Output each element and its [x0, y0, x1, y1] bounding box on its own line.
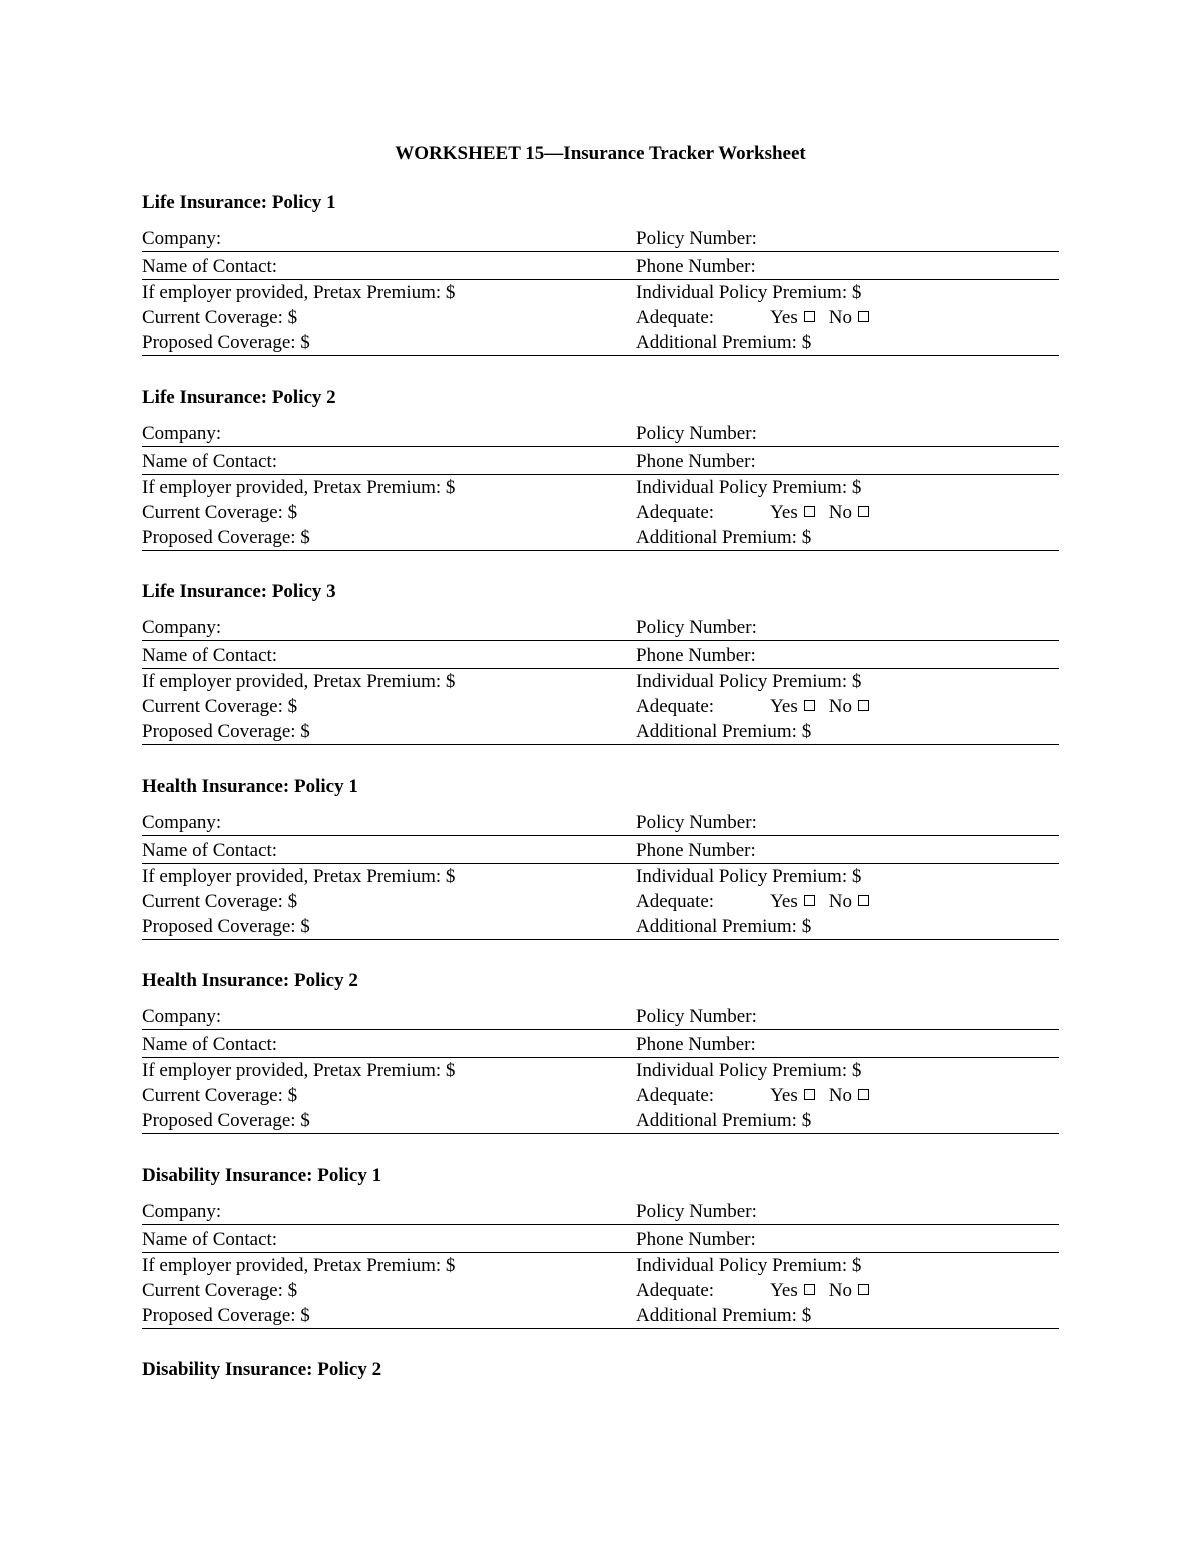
contact-field[interactable]: Name of Contact: [142, 645, 278, 666]
phone-field[interactable]: Phone Number: [636, 839, 756, 861]
pretax-premium-field[interactable]: If employer provided, Pretax Premium: $ [142, 476, 456, 498]
adequate-field [636, 305, 1059, 330]
company-row [142, 1199, 1059, 1225]
individual-premium-field[interactable]: Individual Policy Premium: $ [636, 1060, 862, 1081]
additional-premium-field[interactable]: Additional Premium: $ [636, 721, 812, 742]
proposed-row [142, 719, 1059, 745]
yes-label: Yes [770, 1279, 798, 1301]
section-life-3 [142, 579, 1059, 774]
policy-number-field[interactable]: Policy Number: [636, 617, 757, 638]
company-field[interactable]: Company: [142, 228, 222, 249]
yes-label: Yes [770, 696, 798, 717]
proposed-coverage-field[interactable]: Proposed Coverage: $ [142, 1304, 310, 1326]
company-row [142, 226, 1059, 252]
proposed-row [142, 1108, 1059, 1134]
worksheet-page [142, 140, 1059, 1393]
individual-premium-field[interactable]: Individual Policy Premium: $ [636, 476, 862, 498]
coverage-row [142, 305, 1059, 330]
section-life-2 [142, 385, 1059, 580]
premium-row [142, 669, 1059, 694]
section-life-1 [142, 190, 1059, 385]
coverage-row [142, 1278, 1059, 1303]
adequate-label: Adequate: [636, 1279, 715, 1301]
no-label: No [828, 307, 852, 328]
current-coverage-field[interactable]: Current Coverage: $ [142, 307, 298, 328]
pretax-premium-field[interactable]: If employer provided, Pretax Premium: $ [142, 865, 456, 887]
contact-row [142, 254, 1059, 280]
individual-premium-field[interactable]: Individual Policy Premium: $ [636, 865, 862, 887]
section-title: Disability Insurance: Policy 1 [142, 1164, 382, 1186]
pretax-premium-field[interactable]: If employer provided, Pretax Premium: $ [142, 282, 456, 303]
additional-premium-field[interactable]: Additional Premium: $ [636, 1110, 812, 1131]
yes-checkbox[interactable] [804, 895, 815, 906]
current-coverage-field[interactable]: Current Coverage: $ [142, 696, 298, 717]
no-label: No [828, 1085, 852, 1106]
policy-number-field[interactable]: Policy Number: [636, 1200, 757, 1222]
premium-row [142, 475, 1059, 500]
company-field[interactable]: Company: [142, 422, 222, 444]
current-coverage-field[interactable]: Current Coverage: $ [142, 1085, 298, 1106]
contact-row [142, 643, 1059, 669]
additional-premium-field[interactable]: Additional Premium: $ [636, 526, 812, 548]
yes-label: Yes [770, 890, 798, 912]
yes-label: Yes [770, 1085, 798, 1106]
section-title: Life Insurance: Policy 3 [142, 581, 336, 602]
no-checkbox[interactable] [858, 506, 869, 517]
contact-field[interactable]: Name of Contact: [142, 450, 278, 472]
no-checkbox[interactable] [858, 1089, 869, 1100]
policy-number-field[interactable]: Policy Number: [636, 228, 757, 249]
policy-number-field[interactable]: Policy Number: [636, 811, 757, 833]
section-health-1 [142, 774, 1059, 969]
adequate-field [636, 889, 1059, 914]
adequate-label: Adequate: [636, 890, 715, 912]
company-field[interactable]: Company: [142, 617, 222, 638]
page-title: WORKSHEET 15—Insurance Tracker Worksheet [395, 143, 806, 164]
section-title: Health Insurance: Policy 2 [142, 970, 358, 991]
phone-field[interactable]: Phone Number: [636, 450, 756, 472]
phone-field[interactable]: Phone Number: [636, 1034, 756, 1055]
no-label: No [828, 696, 852, 717]
phone-field[interactable]: Phone Number: [636, 645, 756, 666]
individual-premium-field[interactable]: Individual Policy Premium: $ [636, 671, 862, 692]
additional-premium-field[interactable]: Additional Premium: $ [636, 1304, 812, 1326]
premium-row [142, 280, 1059, 305]
section-title: Life Insurance: Policy 1 [142, 192, 336, 213]
contact-field[interactable]: Name of Contact: [142, 839, 278, 861]
coverage-row [142, 694, 1059, 719]
proposed-coverage-field[interactable]: Proposed Coverage: $ [142, 1110, 310, 1131]
premium-row [142, 1058, 1059, 1083]
yes-label: Yes [770, 307, 798, 328]
premium-row [142, 864, 1059, 889]
proposed-coverage-field[interactable]: Proposed Coverage: $ [142, 721, 310, 742]
section-title: Health Insurance: Policy 1 [142, 775, 358, 797]
yes-checkbox[interactable] [804, 700, 815, 711]
company-field[interactable]: Company: [142, 1200, 222, 1222]
policy-number-field[interactable]: Policy Number: [636, 1006, 757, 1027]
adequate-label: Adequate: [636, 696, 715, 717]
yes-checkbox[interactable] [804, 1089, 815, 1100]
proposed-coverage-field[interactable]: Proposed Coverage: $ [142, 526, 310, 548]
yes-checkbox[interactable] [804, 506, 815, 517]
company-row [142, 421, 1059, 447]
company-field[interactable]: Company: [142, 811, 222, 833]
additional-premium-field[interactable]: Additional Premium: $ [636, 332, 812, 353]
yes-checkbox[interactable] [804, 1284, 815, 1295]
no-checkbox[interactable] [858, 895, 869, 906]
individual-premium-field[interactable]: Individual Policy Premium: $ [636, 1254, 862, 1276]
adequate-field [636, 694, 1059, 719]
adequate-label: Adequate: [636, 501, 715, 523]
yes-label: Yes [770, 501, 798, 523]
section-title: Life Insurance: Policy 2 [142, 386, 336, 408]
adequate-field [636, 1083, 1059, 1108]
phone-field[interactable]: Phone Number: [636, 1228, 756, 1250]
individual-premium-field[interactable]: Individual Policy Premium: $ [636, 282, 862, 303]
adequate-label: Adequate: [636, 1085, 715, 1106]
coverage-row [142, 500, 1059, 525]
adequate-field [636, 1278, 1059, 1303]
proposed-row [142, 330, 1059, 356]
contact-field[interactable]: Name of Contact: [142, 256, 278, 277]
no-label: No [828, 1279, 852, 1301]
adequate-label: Adequate: [636, 307, 715, 328]
coverage-row [142, 889, 1059, 914]
contact-row [142, 449, 1059, 475]
proposed-row [142, 914, 1059, 940]
company-row [142, 615, 1059, 641]
contact-row [142, 1032, 1059, 1058]
section-disability-1 [142, 1163, 1059, 1358]
proposed-coverage-field[interactable]: Proposed Coverage: $ [142, 332, 310, 353]
pretax-premium-field[interactable]: If employer provided, Pretax Premium: $ [142, 671, 456, 692]
company-field[interactable]: Company: [142, 1006, 222, 1027]
current-coverage-field[interactable]: Current Coverage: $ [142, 890, 298, 912]
contact-field[interactable]: Name of Contact: [142, 1034, 278, 1055]
section-health-2 [142, 968, 1059, 1163]
company-row [142, 1004, 1059, 1030]
policy-number-field[interactable]: Policy Number: [636, 422, 757, 444]
no-label: No [828, 501, 852, 523]
company-row [142, 810, 1059, 836]
proposed-row [142, 1303, 1059, 1329]
adequate-field [636, 500, 1059, 525]
contact-row [142, 838, 1059, 864]
contact-field[interactable]: Name of Contact: [142, 1228, 278, 1250]
current-coverage-field[interactable]: Current Coverage: $ [142, 1279, 298, 1301]
pretax-premium-field[interactable]: If employer provided, Pretax Premium: $ [142, 1060, 456, 1081]
proposed-row [142, 525, 1059, 551]
no-label: No [828, 890, 852, 912]
pretax-premium-field[interactable]: If employer provided, Pretax Premium: $ [142, 1254, 456, 1276]
additional-premium-field[interactable]: Additional Premium: $ [636, 915, 812, 937]
no-checkbox[interactable] [858, 700, 869, 711]
yes-checkbox[interactable] [804, 311, 815, 322]
section-title-disability-2: Disability Insurance: Policy 2 [142, 1359, 382, 1380]
phone-field[interactable]: Phone Number: [636, 256, 756, 277]
premium-row [142, 1253, 1059, 1278]
contact-row [142, 1227, 1059, 1253]
proposed-coverage-field[interactable]: Proposed Coverage: $ [142, 915, 310, 937]
current-coverage-field[interactable]: Current Coverage: $ [142, 501, 298, 523]
no-checkbox[interactable] [858, 311, 869, 322]
coverage-row [142, 1083, 1059, 1108]
no-checkbox[interactable] [858, 1284, 869, 1295]
